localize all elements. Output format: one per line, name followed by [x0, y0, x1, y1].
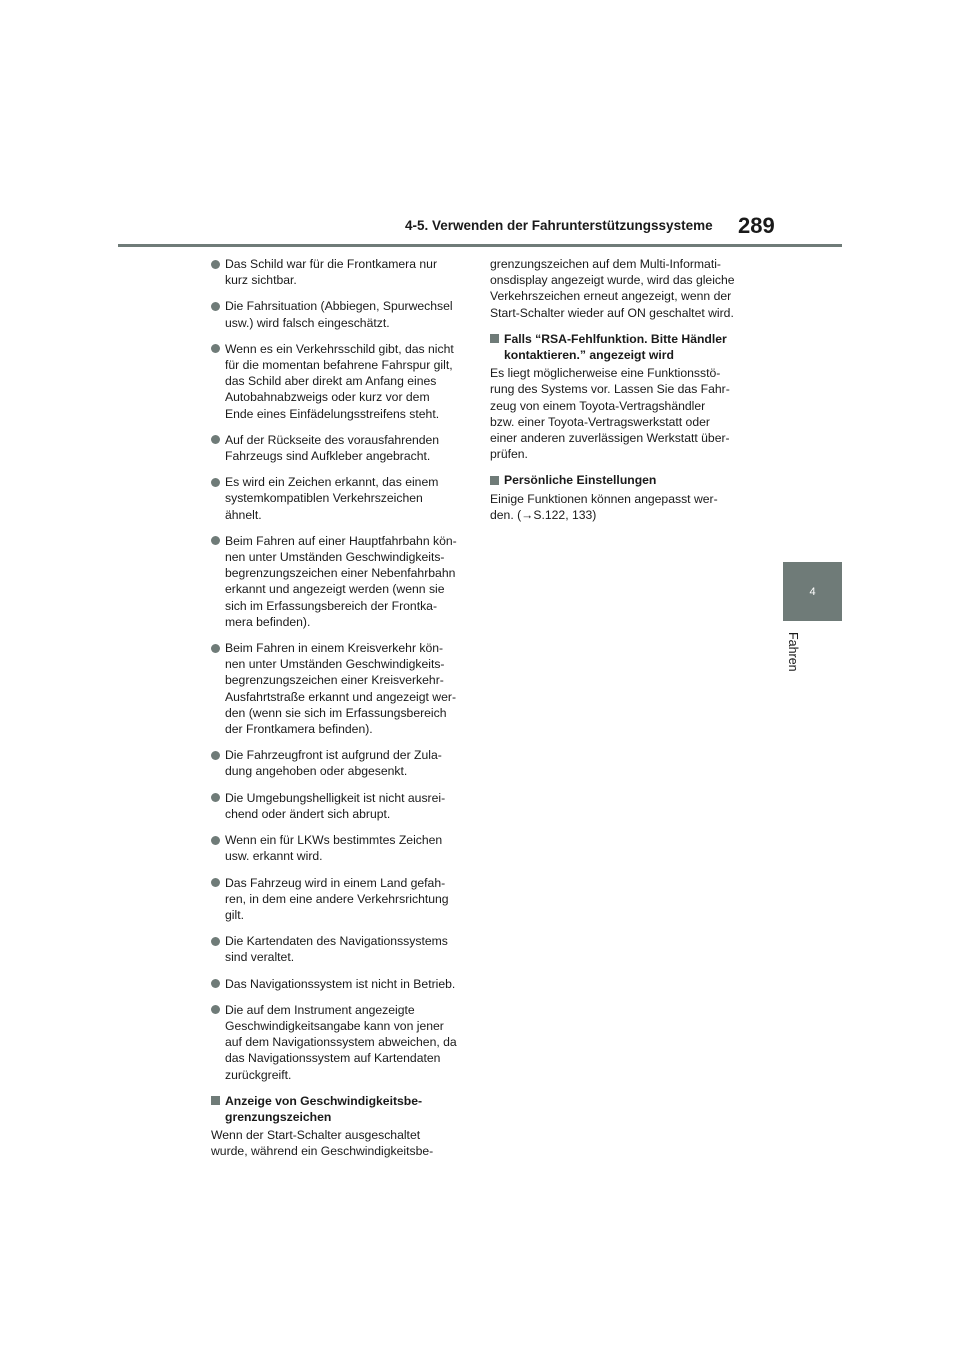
bullet-icon — [211, 979, 220, 988]
list-item: Beim Fahren auf einer Hauptfahrbahn kön- nen unter Umständen Geschwindigkeits- begrenzungszeichen einer Nebenfahrbahn erkannt und angezeigt werden (wenn sie sich im Erfassungsbereich der Frontka- mera befinden). — [211, 533, 473, 630]
bullet-icon — [211, 836, 220, 845]
chapter-label: Fahren — [786, 632, 800, 672]
list-item: Auf der Rückseite des vorausfahrenden Fahrzeugs sind Aufkleber angebracht. — [211, 432, 473, 464]
bullet-icon — [211, 260, 220, 269]
bullet-icon — [211, 878, 220, 887]
chapter-tab — [783, 562, 842, 621]
square-bullet-icon — [490, 476, 499, 485]
list-item: Die Fahrzeugfront ist aufgrund der Zula- dung angehoben oder abgesenkt. — [211, 747, 473, 779]
list-item: Beim Fahren in einem Kreisverkehr kön- nen unter Umständen Geschwindigkeits- begrenzungszeichen einer Kreisverkehr- Ausfahrtstraße erkannt und angezeigt wer- den (wenn sie sich im Erfassungsbereich der Frontkamera befinden). — [211, 640, 473, 737]
bullet-icon — [211, 536, 220, 545]
bullet-icon — [211, 1005, 220, 1014]
bullet-icon — [211, 478, 220, 487]
right-column — [490, 256, 752, 533]
header-divider — [118, 244, 842, 247]
section-heading: Anzeige von Geschwindigkeitsbe- grenzungszeichen — [211, 1093, 473, 1125]
list-item: Die Kartendaten des Navigationssystems sind veraltet. — [211, 933, 473, 965]
list-item: Es wird ein Zeichen erkannt, das einem systemkompatiblen Verkehrszeichen ähnelt. — [211, 474, 473, 523]
page-number: 289 — [738, 213, 775, 238]
section-text-malfunction: Es liegt möglicherweise eine Funktionsstö- rung des Systems vor. Lassen Sie das Fahr- zeug von einem Toyota-Vertragshändler bzw. einer Toyota-Vertragswerkstatt oder einer anderen zuverlässigen Werkstatt über- prüfen. — [490, 366, 730, 462]
list-item: Die Umgebungshelligkeit ist nicht ausrei- chend oder ändert sich abrupt. — [211, 790, 473, 822]
bullet-icon — [211, 644, 220, 653]
square-bullet-icon — [490, 334, 499, 343]
list-item: Wenn ein für LKWs bestimmtes Zeichen usw. erkannt wird. — [211, 832, 473, 864]
bullet-icon — [211, 435, 220, 444]
continuation-text: grenzungszeichen auf dem Multi-Informati- onsdisplay angezeigt wurde, wird das gleiche Verkehrszeichen erneut angezeigt, wenn der Start-Schalter wieder auf ON geschaltet wird. — [490, 257, 735, 320]
bullet-icon — [211, 344, 220, 353]
chapter-number: 4 — [809, 585, 816, 598]
section-text: Wenn der Start-Schalter ausgeschaltet wurde, während ein Geschwindigkeitsbe- — [211, 1128, 434, 1159]
square-bullet-icon — [211, 1096, 220, 1105]
list-item: Die auf dem Instrument angezeigte Geschwindigkeitsangabe kann von jener auf dem Navigationssystem abweichen, da das Navigationssystem auf Kartendaten zurückgreift. — [211, 1002, 473, 1083]
header-title: 4-5. Verwenden der Fahrunterstützungssysteme — [405, 218, 713, 233]
list-item: Das Schild war für die Frontkamera nur kurz sichtbar. — [211, 256, 473, 288]
section-heading-personal-settings: Persönliche Einstellungen — [490, 472, 752, 488]
bullet-icon — [211, 937, 220, 946]
section-text-personal-settings: Einige Funktionen können angepasst wer- den. (→S.122, 133) — [490, 491, 718, 522]
left-column — [211, 256, 473, 1170]
section-heading-malfunction: Falls “RSA-Fehlfunktion. Bitte Händler kontaktieren.” angezeigt wird — [490, 331, 752, 363]
bullet-icon — [211, 751, 220, 760]
list-item: Die Fahrsituation (Abbiegen, Spurwechsel usw.) wird falsch eingeschätzt. — [211, 298, 473, 330]
list-item: Das Fahrzeug wird in einem Land gefah- ren, in dem eine andere Verkehrsrichtung gilt. — [211, 875, 473, 924]
list-item: Das Navigationssystem ist nicht in Betrieb. — [211, 976, 473, 992]
bullet-icon — [211, 302, 220, 311]
list-item: Wenn es ein Verkehrsschild gibt, das nicht für die momentan befahrene Fahrspur gilt, das Schild aber direkt am Anfang eines Autobahnabzweigs oder kurz vor dem Ende eines Einfädelungsstreifens steht. — [211, 341, 473, 422]
bullet-icon — [211, 793, 220, 802]
